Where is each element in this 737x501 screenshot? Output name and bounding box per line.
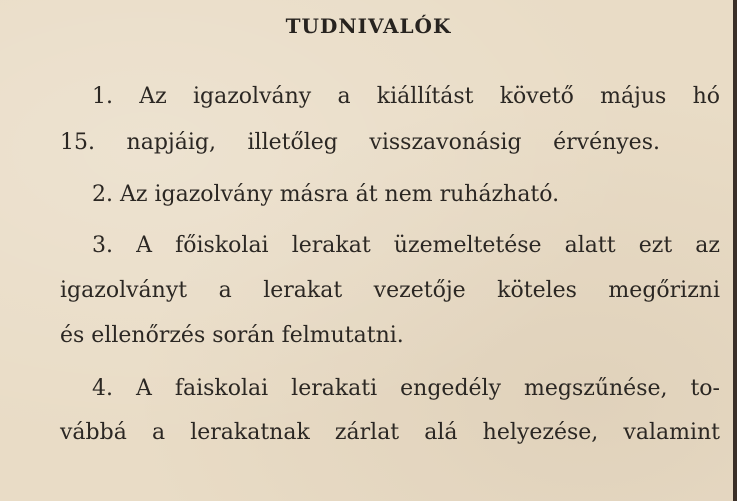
text-line-7: 4. A faiskolai lerakati engedély megszűnése, to-: [92, 376, 720, 401]
text-line-4: 3. A főiskolai lerakat üzemeltetése alatt ezt az: [92, 233, 720, 258]
text-line-1: 1. Az igazolvány a kiállítást követő május hó: [92, 84, 720, 109]
text-line-6: és ellenőrzés során felmutatni.: [60, 323, 404, 348]
page-edge-shadow: [733, 0, 737, 501]
text-line-2: 15. napjáig, illetőleg visszavonásig érvényes.: [60, 130, 660, 155]
document-title: TUDNIVALÓK: [285, 14, 452, 38]
text-line-5: igazolványt a lerakat vezetője köteles megőrizni: [60, 278, 720, 303]
text-line-8: vábbá a lerakatnak zárlat alá helyezése, valamint: [60, 420, 720, 445]
text-line-3: 2. Az igazolvány másra át nem ruházható.: [92, 182, 560, 207]
